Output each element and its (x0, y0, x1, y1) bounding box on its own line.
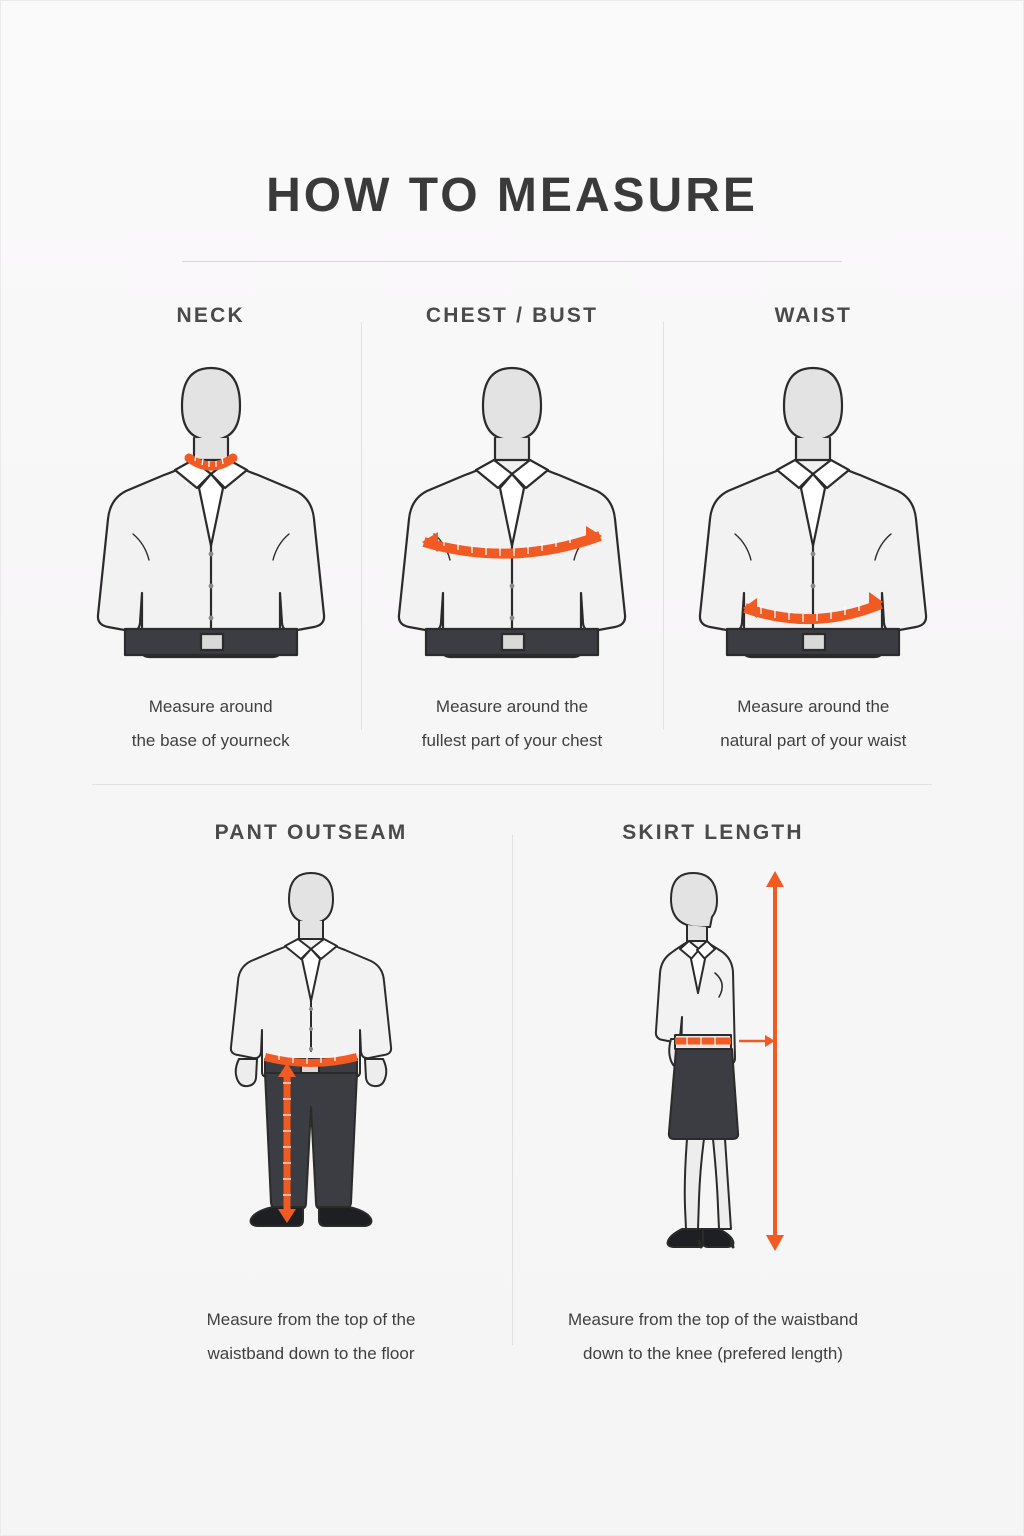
full-body-front-outseam-measure-icon (161, 863, 461, 1293)
tape-waistband-skirt (675, 1037, 731, 1045)
measurement-card-chest (361, 304, 662, 758)
measurement-card-neck (60, 304, 361, 758)
caption-line-2: fullest part of your chest (421, 731, 603, 750)
caption-line-2: natural part of your waist (720, 731, 907, 750)
caption-line-2: waistband down to the floor (207, 1344, 415, 1363)
measurement-title-pant-outseam: PANT OUTSEAM (214, 821, 408, 844)
caption-line-1: Measure around the (737, 697, 890, 716)
caption-line-1: Measure around the (435, 697, 589, 716)
measurement-title-waist: WAIST (774, 304, 853, 327)
section-divider (92, 784, 932, 785)
full-body-side-skirt-measure-icon (563, 863, 863, 1293)
torso-front-waist-measure-icon (683, 346, 943, 676)
page-title: HOW TO MEASURE (266, 169, 758, 222)
measurement-title-skirt-length: SKIRT LENGTH (622, 821, 804, 844)
measurement-caption-skirt-length (568, 1303, 858, 1371)
bottom-measurement-row (0, 821, 1024, 1371)
measurement-title-neck: NECK (176, 304, 245, 327)
title-divider (182, 261, 842, 262)
caption-line-1: Measure from the top of the waistband (567, 1310, 859, 1329)
measurement-caption-waist (720, 690, 906, 758)
measurement-figure-skirt-length (563, 863, 863, 1293)
total-height-arrow (739, 871, 784, 1251)
top-measurement-row (0, 304, 1024, 758)
measurement-figure-waist (683, 346, 943, 676)
measurement-card-skirt-length (512, 821, 914, 1371)
caption-line-2: the base of yourneck (131, 731, 290, 750)
measurement-caption-pant-outseam (207, 1303, 416, 1371)
torso-front-chest-measure-icon (382, 346, 642, 676)
measurement-figure-chest (382, 346, 642, 676)
measurement-card-pant-outseam (110, 821, 512, 1371)
measurement-caption-neck (132, 690, 290, 758)
measurement-title-chest: CHEST / BUST (425, 304, 599, 327)
measurement-figure-pant-outseam (161, 863, 461, 1293)
caption-line-1: Measure from the top of the (206, 1310, 416, 1329)
measurement-card-waist (663, 304, 964, 758)
torso-front-neck-measure-icon (81, 346, 341, 676)
caption-line-1: Measure around (148, 697, 273, 716)
measurement-figure-neck (81, 346, 341, 676)
measurement-caption-chest (422, 690, 602, 758)
caption-line-2: down to the knee (prefered length) (583, 1344, 843, 1363)
header (0, 0, 1024, 262)
